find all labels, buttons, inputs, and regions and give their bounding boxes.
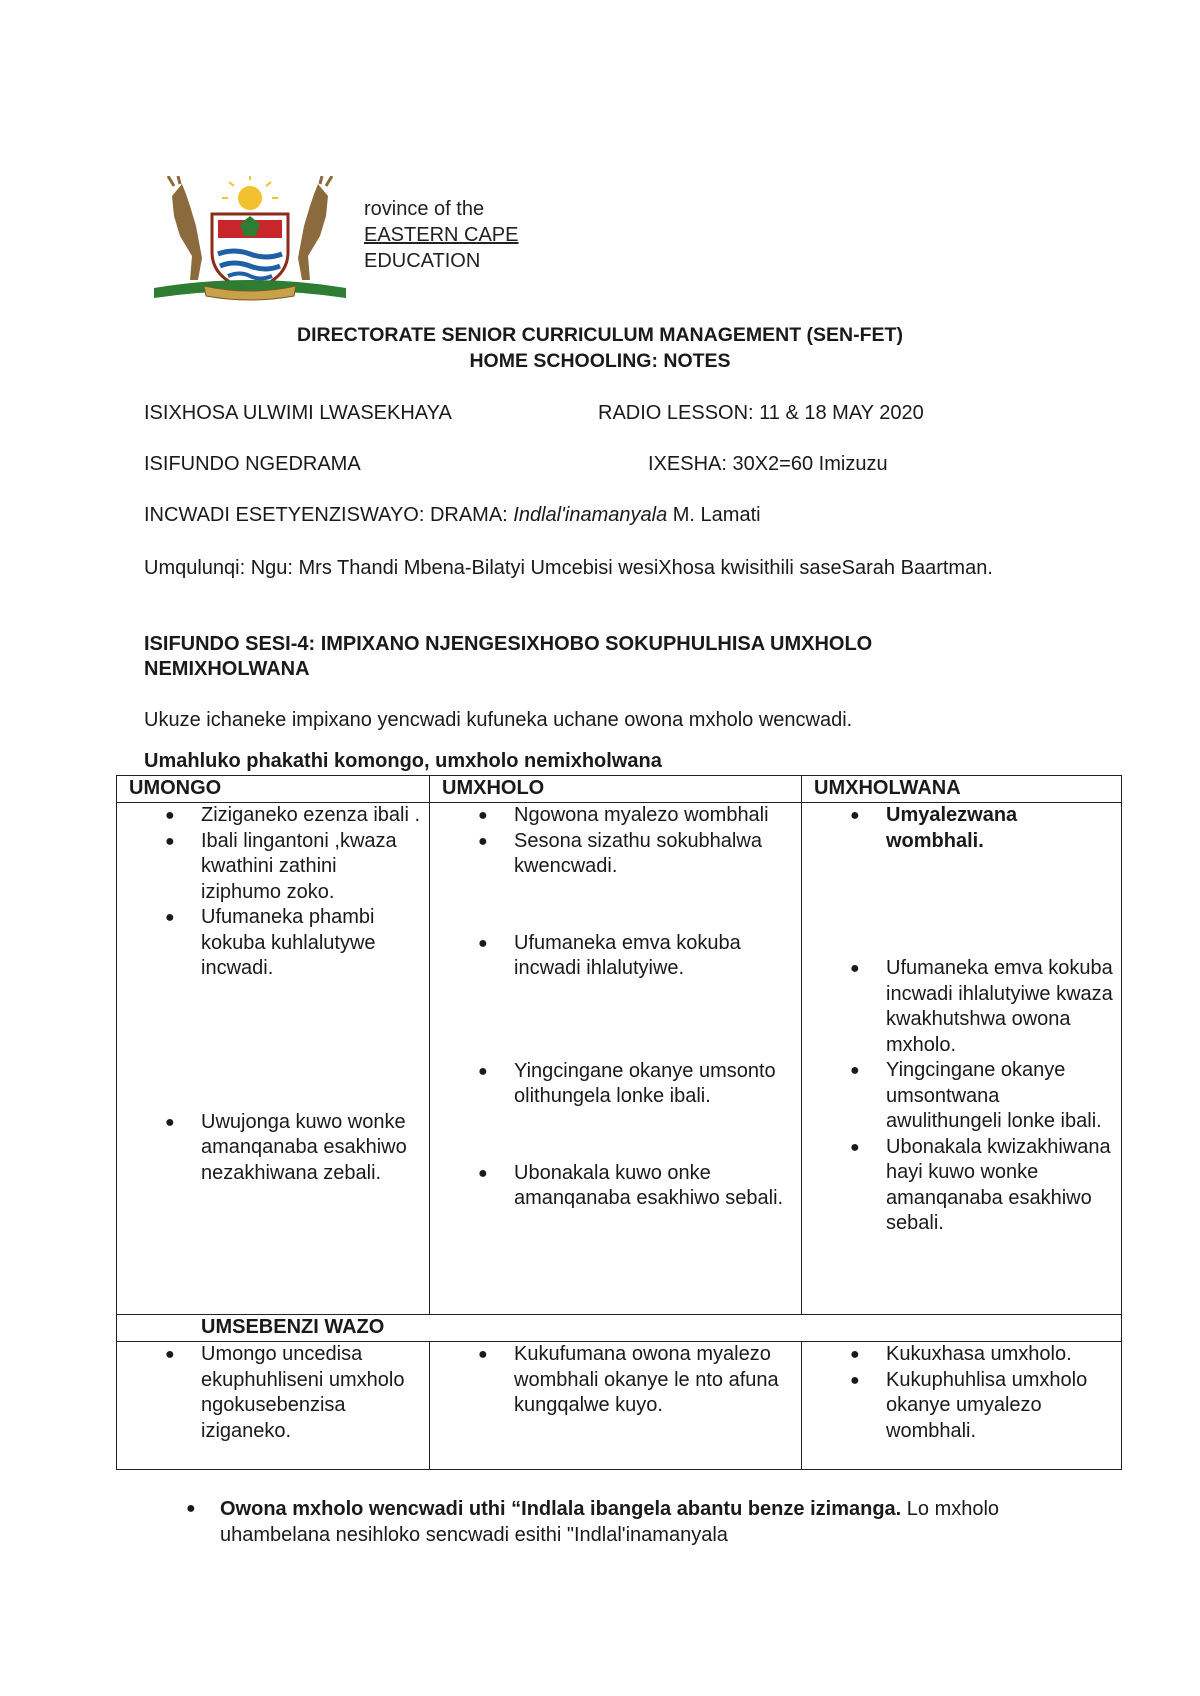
list-item: ● Umongo uncedisa ekuphuhliseni umxholo ngokusebenzisa iziganeko. [165,1343,405,1442]
province-text-block [364,196,518,274]
bullet-icon: ● [478,1346,488,1363]
coat-of-arms-logo [144,176,356,304]
umongo-cell [117,803,430,1315]
notes-heading: HOME SCHOOLING: NOTES [469,350,731,372]
umxholwana-cell [802,803,1122,1315]
department-line: EDUCATION [364,250,481,272]
right-antelope-icon [298,176,332,280]
header-umxholo: UMXHOLO [430,776,802,803]
book-line [144,502,761,528]
directorate-heading: DIRECTORATE SENIOR CURRICULUM MANAGEMENT (SEN-FET) [297,324,903,346]
section-row [117,1315,1122,1342]
compiler-line: Umqulunqi: Ngu: Mrs Thandi Mbena-Bilatyi Umcebisi wesiXhosa kwisithili saseSarah Baartman. [144,557,993,579]
table-row [117,803,1122,1315]
header-umxholwana: UMXHOLWANA [802,776,1122,803]
main-theme-bold: Owona mxholo wencwadi uthi “Indlala ibangela abantu benze izimanga. [220,1498,902,1520]
lesson-intro: Ukuze ichaneke impixano yencwadi kufuneka uchane owona mxholo wencwadi. [144,709,853,731]
region-line: EASTERN CAPE [364,224,519,246]
table-row [117,1342,1122,1470]
lesson-title-line2: NEMIXHOLWANA [144,658,310,680]
province-line: rovince of the [364,198,485,220]
list-item: ● Kukuxhasa umxholo. [802,1342,1121,1368]
bullet-icon: ● [850,1346,860,1363]
list-item: ● Ubonakala kuwo onke amanqanaba esakhiwo sebali. [478,1161,784,1209]
bullet-icon: ● [165,832,175,850]
main-theme-rest: Lo mxholo uhambelana nesihloko sencwadi esithi "Indlal'inamanyala [220,1498,1000,1546]
bullet-icon: ● [186,1500,196,1517]
sun-icon [222,176,278,210]
bullet-icon: ● [478,807,488,824]
list-item: ● Umyalezwana wombhali. [850,804,1018,852]
duration-label: IXESHA: 30X2=60 Imizuzu [648,453,888,475]
header-umongo: UMONGO [117,776,430,803]
lesson-title-line1: ISIFUNDO SESI-4: IMPIXANO NJENGESIXHOBO SOKUPHULHISA UMXHOLO [144,633,873,655]
bullet-icon: ● [850,1371,860,1389]
list-item: ● Ufumaneka emva kokuba incwadi ihlalutyiwe kwaza kwakhutshwa owona mxholo. [850,957,1113,1056]
work-umxholo-cell [430,1342,802,1470]
list-item: ● Ngowona myalezo wombhali [430,803,801,829]
bullet-icon: ● [165,807,175,824]
list-item: ● Kukuphuhlisa umxholo okanye umyalezo wombhali. [850,1368,1088,1442]
list-item: ● Uwujonga kuwo wonke amanqanaba esakhiwo nezakhiwana zebali. [165,1110,407,1184]
bullet-icon: ● [850,807,860,824]
work-umongo-cell [117,1342,430,1470]
list-item: ● Yingcingane okanye umsonto olithungela lonke ibali. [478,1059,776,1107]
comparison-table [116,775,1122,1470]
bullet-icon: ● [478,1062,488,1080]
shield-icon [212,214,288,290]
bullet-icon: ● [850,960,860,977]
list-item: ● Ufumaneka phambi kokuba kuhlalutywe incwadi. [165,906,376,979]
list-item: ● Yingcingane okanye umsontwana awulithungeli lonke ibali. [850,1059,1102,1132]
book-title: Indlal'inamanyala [513,504,668,526]
work-umxholwana-cell [802,1342,1122,1470]
list-item: ● Kukufumana owona myalezo wombhali okanye le nto afuna kungqalwe kuyo. [478,1343,779,1416]
topic-label: ISIFUNDO NGEDRAMA [144,453,361,475]
bullet-icon: ● [850,1138,860,1156]
book-prefix: INCWADI ESETYENZISWAYO: DRAMA: [144,504,514,526]
umxholo-cell [430,803,802,1315]
bullet-icon: ● [165,1113,175,1131]
bullet-icon: ● [165,909,175,926]
section-label-work: UMSEBENZI WAZO [117,1315,1122,1342]
main-theme-note [186,1496,1086,1548]
list-item: ● Ibali lingantoni ,kwaza kwathini zathini iziphumo zoko. [165,829,397,903]
table-header-row [117,776,1122,803]
bullet-icon: ● [478,832,488,850]
book-author: M. Lamati [667,504,761,526]
bullet-icon: ● [478,1164,488,1182]
left-antelope-icon [168,176,202,280]
list-item: ● Sesona sizathu sokubhalwa kwencwadi. [478,829,762,877]
subject-label: ISIXHOSA ULWIMI LWASEKHAYA [144,402,452,424]
bullet-icon: ● [165,1346,175,1363]
bullet-icon: ● [478,934,488,952]
table-caption: Umahluko phakathi komongo, umxholo nemixholwana [144,750,662,772]
list-item: ● Ufumaneka emva kokuba incwadi ihlalutyiwe. [478,931,741,979]
list-item: ● Ziziganeko ezenza ibali . [117,803,429,829]
list-item: ● Ubonakala kwizakhiwana hayi kuwo wonke amanqanaba esakhiwo sebali. [850,1135,1111,1234]
radio-lesson-label: RADIO LESSON: 11 & 18 MAY 2020 [598,402,924,424]
bullet-icon: ● [850,1062,860,1079]
